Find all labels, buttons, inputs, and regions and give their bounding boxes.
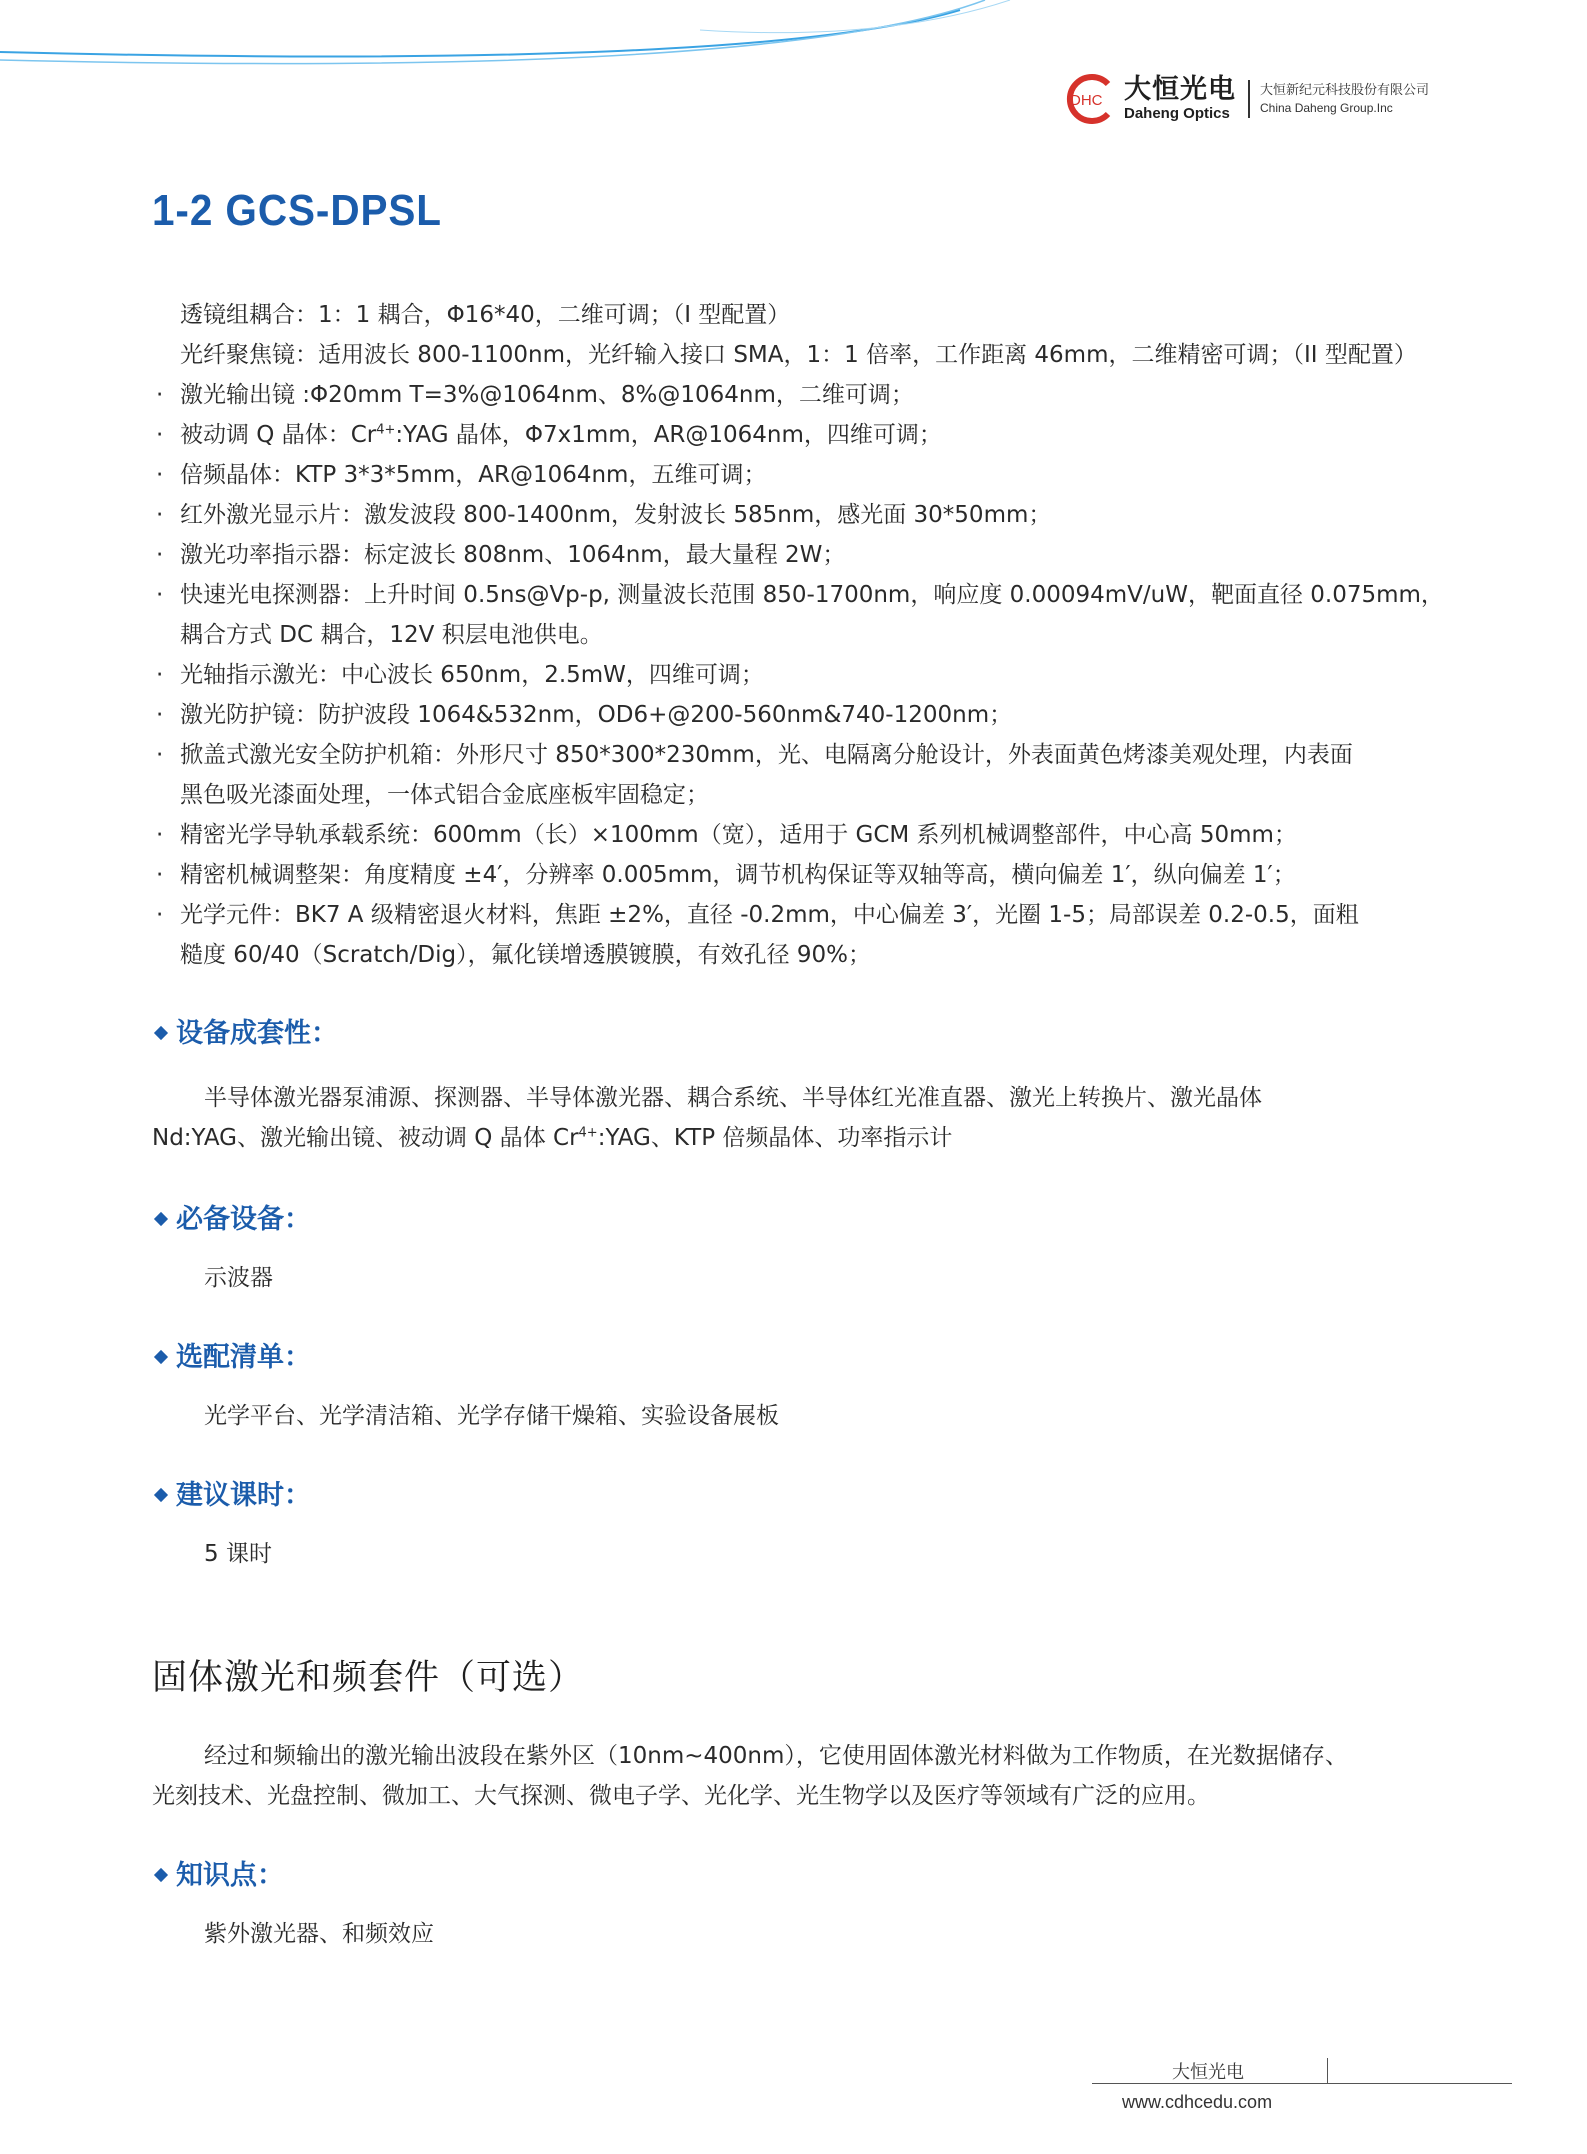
spec-list <box>152 295 1442 975</box>
logo-divider <box>1248 80 1250 118</box>
list-item-text: 激光输出镜 :Φ20mm T=3%@1064nm、8%@1064nm，二维可调； <box>180 382 914 408</box>
list-item <box>152 815 1442 855</box>
list-item-continuation: 耦合方式 DC 耦合，12V 积层电池供电。 <box>180 622 603 648</box>
footer-url: www.cdhcedu.com <box>1122 2092 1273 2112</box>
knowledge-text: 紫外激光器、和频效应 <box>204 1921 434 1947</box>
footer-brand: 大恒光电 <box>1172 2062 1244 2083</box>
list-item-text: 激光功率指示器：标定波长 808nm、1064nm，最大量程 2W； <box>180 542 846 568</box>
spec-line: 光纤聚焦镜：适用波长 800-1100nm，光纤输入接口 SMA，1：1 倍率，工作距离 46mm，二维精密可调；（II 型配置） <box>180 342 1417 368</box>
list-item-text: 光轴指示激光：中心波长 650nm，2.5mW，四维可调； <box>180 662 764 688</box>
company-logo <box>1062 70 1429 128</box>
list-item <box>152 415 1442 455</box>
list-item <box>152 735 1442 775</box>
optional-text: 光学平台、光学清洁箱、光学存储干燥箱、实验设备展板 <box>204 1403 779 1429</box>
bullet-dot: · <box>156 582 164 608</box>
diamond-bullet-icon <box>154 1868 168 1882</box>
list-item-text: 精密机械调整架：角度精度 ±4′，分辨率 0.005mm，调节机构保证等双轴等高，横向偏差 1′，纵向偏差 1′； <box>180 862 1296 888</box>
bullet-dot: · <box>156 662 164 688</box>
section-heading-kit: 设备成套性： <box>152 1014 338 1054</box>
diamond-bullet-icon <box>154 1026 168 1040</box>
list-item <box>152 495 1442 535</box>
dhc-logo-icon <box>1062 70 1120 128</box>
list-item <box>152 855 1442 895</box>
list-item <box>152 575 1442 615</box>
list-item-continuation: 黑色吸光漆面处理，一体式铝合金底座板牢固稳定； <box>180 782 709 808</box>
bullet-dot: · <box>156 902 164 928</box>
diamond-bullet-icon <box>154 1212 168 1226</box>
logo-en-name: Daheng Optics <box>1124 105 1230 122</box>
list-item <box>152 375 1442 415</box>
section-heading-optional: 选配清单： <box>152 1338 311 1378</box>
list-item <box>152 535 1442 575</box>
bullet-dot: · <box>156 422 164 448</box>
section-heading-knowledge: 知识点： <box>152 1856 284 1896</box>
list-item-text: 激光防护镜：防护波段 1064&532nm，OD6+@200-560nm&740-1200nm； <box>180 702 1013 728</box>
bullet-dot: · <box>156 702 164 728</box>
diamond-bullet-icon <box>154 1488 168 1502</box>
list-item <box>152 655 1442 695</box>
bullet-dot: · <box>156 502 164 528</box>
list-item <box>152 695 1442 735</box>
list-item-text: 快速光电探测器：上升时间 0.5ns@Vp-p, 测量波长范围 850-1700nm，响应度 0.00094mV/uW，靶面直径 0.075mm， <box>180 582 1444 608</box>
required-text: 示波器 <box>204 1265 273 1291</box>
header-decoration <box>0 0 1587 80</box>
diamond-bullet-icon <box>154 1350 168 1364</box>
list-item-text: 掀盖式激光安全防护机箱：外形尺寸 850*300*230mm，光、电隔离分舱设计，外表面黄色烤漆美观处理，内表面 <box>180 742 1353 768</box>
list-item-text: 光学元件：BK7 A 级精密退火材料，焦距 ±2%，直径 -0.2mm，中心偏差 3′，光圈 1-5；局部误差 0.2-0.5，面粗 <box>180 902 1359 928</box>
company-name-cn: 大恒新纪元科技股份有限公司 <box>1260 83 1430 98</box>
list-item <box>152 455 1442 495</box>
bullet-dot: · <box>156 542 164 568</box>
list-item-text: 被动调 Q 晶体：$Cr^{4+}:YAG$ 晶体，Φ7x1mm，AR@1064nm，四维可调； <box>180 422 942 448</box>
bullet-dot: · <box>156 862 164 888</box>
hours-text: 5 课时 <box>204 1541 272 1567</box>
page-title: 1-2 GCS-DPSL <box>152 186 442 235</box>
footer-rule <box>1092 2083 1512 2084</box>
section-heading-hours: 建议课时： <box>152 1476 311 1516</box>
list-item-continuation: 糙度 60/40（Scratch/Dig），氟化镁增透膜镀膜，有效孔径 90%； <box>180 942 872 968</box>
list-item-text: 倍频晶体：KTP 3*3*5mm，AR@1064nm，五维可调； <box>180 462 767 488</box>
bullet-dot: · <box>156 822 164 848</box>
sum-freq-paragraph: 经过和频输出的激光输出波段在紫外区（10nm~400nm），它使用固体激光材料做为工作物质，在光数据储存、 光刻技术、光盘控制、微加工、大气探测、微电子学、光化学、光生物学以及医疗等领域有广泛的应用。 <box>152 1743 1348 1809</box>
bullet-dot: · <box>156 462 164 488</box>
bullet-dot: · <box>156 382 164 408</box>
logo-cn-name: 大恒光电 <box>1124 74 1236 105</box>
list-item-text: 红外激光显示片：激发波段 800-1400nm，发射波长 585nm，感光面 30*50mm； <box>180 502 1052 528</box>
bullet-dot: · <box>156 742 164 768</box>
subsection-title: 固体激光和频套件（可选） <box>152 1658 585 1698</box>
section-heading-required: 必备设备： <box>152 1200 311 1240</box>
spec-line: 透镜组耦合：1：1 耦合，Φ16*40，二维可调；（I 型配置） <box>180 302 791 328</box>
footer-divider <box>1327 2058 1328 2084</box>
list-item <box>152 895 1442 935</box>
list-item-text: 精密光学导轨承载系统：600mm（长）×100mm（宽），适用于 GCM 系列机械调整部件，中心高 50mm； <box>180 822 1297 848</box>
company-name-en: China Daheng Group.Inc <box>1260 101 1393 115</box>
svg-text:DHC: DHC <box>1070 92 1103 109</box>
kit-paragraph: 半导体激光器泵浦源、探测器、半导体激光器、耦合系统、半导体红光准直器、激光上转换片、激光晶体 Nd:YAG、激光输出镜、被动调 Q 晶体 $Cr^{4+}:YAG$、KTP 倍频晶体、功率指示计 <box>152 1085 1262 1151</box>
